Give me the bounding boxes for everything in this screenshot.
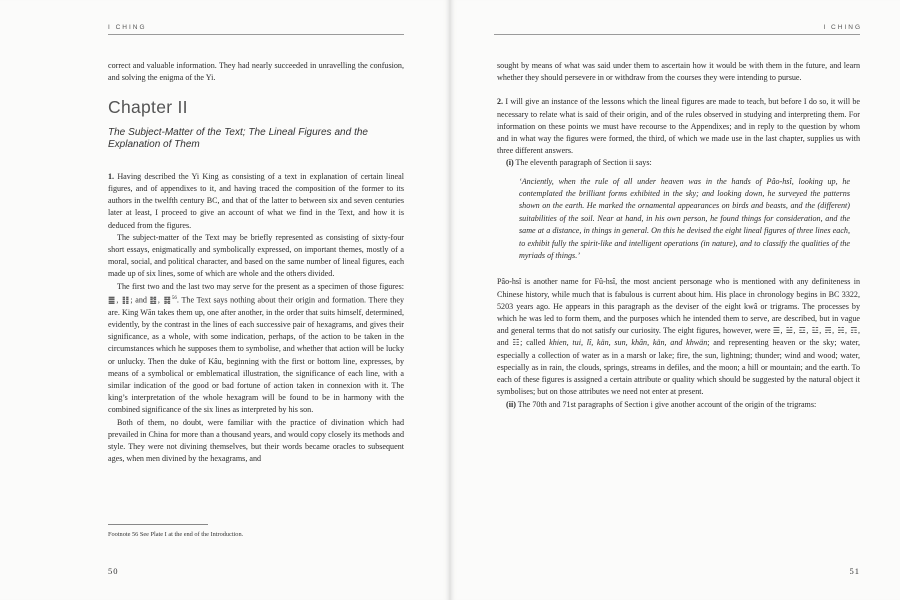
chapter-subtitle: The Subject-Matter of the Text; The Lineal Figures and the Explanation of Them [108, 126, 368, 151]
chapter-title: Chapter II [108, 97, 188, 118]
pao-hsi-text: ; and representing heaven or the sky; water, especially a collection of water as in a marsh or lake; fire, the sun, lightning; thunder; wind and wood; water, especially as in rain, the clouds, springs, streams in defiles, and the moon; a hill or mountain; and the earth. To each of these figures is assigned a certain attribute or quality which should be suggested by the natural object it symbolises; but on those attributes we need not enter at present. [497, 338, 860, 397]
paragraph-1 [108, 171, 404, 232]
right-page [450, 0, 900, 600]
page-number-left: 50 [108, 566, 119, 576]
specimen-text: . The Text says nothing about their origin and formation. There they are. King Wăn takes them up, one after another, in the order that suits himself, determined, evidently, by the contrast in the lines of each successive pair of hexagrams, and gives their significance, as a whole, with some indication, perhaps, of the action to be taken in the circumstances which he supposes them to symbolise, and whether that action will be lucky or unlucky. Then the duke of Kâu, beginning with the first or bottom line, expresses, by means of a symbolical or emblematical illustration, the significance of each line, with a similar indication of the good or bad fortune of action taken in connexion with it. The king’s interpretation of the whole hexagram will be found to be in harmony with the combined significance of the six lines as interpreted by his son. [108, 295, 405, 415]
section-ii-text: The 70th and 71st paragraphs of Section i give another account of the origin of the trigrams: [515, 399, 817, 409]
section-ii-intro [497, 399, 860, 411]
paragraph-1-text: Having described the Yi King as consisting of a text in explanation of certain lineal figures, and of appendixes to it, and having traced the composition of the former to its authors in the twelfth century BC, and that of the latter to between six and seven centuries later at least, I proceed to give an account of what we find in the Text, and how it is deduced from the figures. [108, 171, 404, 230]
block-quote: ‘Anciently, when the rule of all under heaven was in the hands of Pâo-hsî, looking up, he contemplated the brilliant forms exhibited in the sky; and looking down, he surveyed the patterns shown on the earth. He marked the ornamental appearances on birds and beasts, and the (different) suitabilities of the soil. Near at hand, in his own person, he found things for consideration, and the same at a distance, in things in general. On this he devised the eight lineal figures of three lines each, to exhibit fully the spirit-like and intelligent operations (in nature), and to classify the qualities of the myriads of things.’ [519, 176, 850, 261]
opening-paragraph-left: correct and valuable information. They had nearly succeeded in unravelling the confusion, and solving the enigma of the Yi. [108, 61, 404, 83]
trigram-names: khien, tui, lî, kän, sun, khân, kän, and khwän [549, 338, 708, 348]
opening-paragraph-right: sought by means of what was said under them to ascertain how it would be with them in the future, and learn whether they should persevere in or withdraw from the courses they were intending to pursue. [497, 61, 860, 83]
hexagram-glyphs-first: ䷀, ䷁ [108, 295, 131, 305]
right-text-column [497, 60, 860, 411]
section-i-intro [497, 157, 860, 169]
paragraph-specimen [108, 281, 404, 417]
section-i-label: (i) [506, 158, 514, 168]
trigram-names-intro: ; called [520, 338, 550, 348]
running-head-right: I CHING [823, 24, 862, 31]
paragraph-2-text: I will give an instance of the lessons which the lineal figures are made to teach, but before I do so, it will be necessary to relate what is said of their origin, and of the rules observed in studying and interpreting them. For information on these points we must have recourse to the Appendixes; and in reply to the question by whom and in what way the figures were formed, the third, of which we made use in the last chapter, supplies us with three different answers. [497, 97, 860, 156]
trigram-last-glyph: ☷ [512, 338, 521, 348]
paragraph-number-1: 1. [108, 171, 115, 181]
hexagram-and: ; and [130, 295, 150, 305]
section-ii-label: (ii) [506, 399, 516, 409]
header-rule-right [494, 34, 860, 35]
footnote-marker[interactable]: 56 [171, 295, 177, 301]
paragraph-subject-matter: The subject-matter of the Text may be briefly represented as consisting of sixty-four short essays, enigmatically and symbolically expressed, on important themes, mostly of a moral, social, and political character, and based on the same number of lineal figures, each made up of six lines, some of which are whole and the others divided. [108, 232, 404, 279]
paragraph-divination: Both of them, no doubt, were familiar with the practice of divination which had prevailed in China for more than a thousand years, and would copy closely its methods and style. They were not divining themselves, but their words became oracles to subsequent ages, when men divined by the hexagrams, and [108, 417, 404, 464]
paragraph-2 [497, 96, 860, 157]
specimen-intro: The first two and the last two may serve for the present as a specimen of those figures: [117, 281, 404, 291]
left-text-column [108, 60, 404, 465]
hexagram-glyphs-last: ䷾, ䷿ [149, 295, 172, 305]
page-number-right: 51 [849, 566, 860, 576]
running-head-left: I CHING [108, 24, 147, 31]
footnote-rule [108, 524, 208, 525]
trigram-glyphs: ☰, ☱, ☲, ☳, ☴, ☵, ☶ [772, 326, 858, 336]
paragraph-pao-hsi [497, 276, 860, 398]
header-rule-left [108, 34, 404, 35]
pao-hsi-intro: Pâo-hsî is another name for Fû-hsî, the most ancient personage who is mentioned with any definiteness in Chinese history, while much that is fabulous is current about him. His place in chronology begins in BC 3322, 5203 years ago. He appears in this paragraph as the deviser of the eight kwâ or trigrams. The processes by which he was led to form them, and the purposes which he intended them to serve, are described, but in vague and general terms that do not satisfy our curiosity. The eight figures, however, were [497, 277, 860, 336]
section-i-text: The eleventh paragraph of Section ii says: [513, 158, 652, 168]
trigram-and: , and [497, 326, 860, 348]
paragraph-number-2: 2. [497, 97, 504, 107]
footnote: Footnote 56 See Plate I at the end of the Introduction. [108, 531, 244, 538]
